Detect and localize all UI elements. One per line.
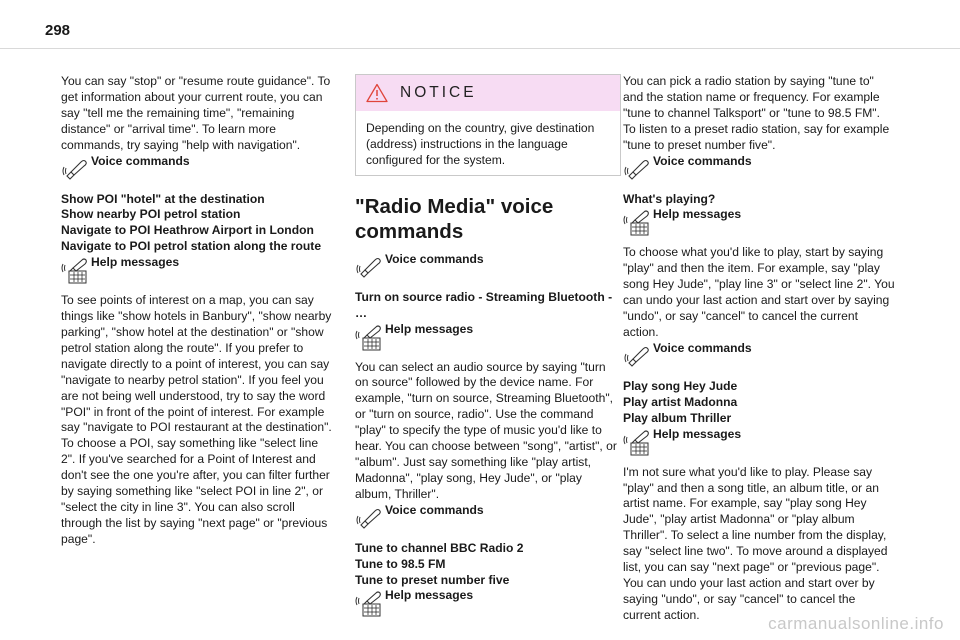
- page-number: 298: [45, 22, 71, 39]
- warning-triangle-icon: [366, 83, 388, 103]
- paragraph: You can say "stop" or "resume route guidance". To get information about your current route, you can say "tell me the remaining time", "remaining distance" or "arrival time". To learn more commands, try saying "help with navigation".: [61, 74, 331, 152]
- command-line: Play album Thriller: [623, 410, 732, 425]
- paragraph: You can pick a radio station by saying "tune to" and the station name or frequency. For example "tune to channel Talksport" or "tune to 98.5 FM". To listen to a preset radio station, say for example "tune to preset number five".: [623, 74, 890, 152]
- command-line: Play artist Madonna: [623, 394, 738, 409]
- notice-header: [356, 75, 620, 111]
- heading-label: Voice commands: [653, 340, 752, 355]
- notice-title: NOTICE: [400, 84, 477, 102]
- voice-command-icon: [623, 155, 651, 183]
- voice-commands-heading: [355, 252, 621, 281]
- voice-commands-heading: [355, 503, 621, 532]
- heading-label: Voice commands: [385, 502, 484, 517]
- paragraph: To choose what you'd like to play, start by saying "play" and then the item. For example, say "play song Hey Jude", "play line 3" or "select line 2". You can undo your last action and start over by saying "undo", or say "cancel" to cancel the current action.: [623, 245, 895, 339]
- voice-command-icon: [355, 504, 383, 532]
- voice-command-icon: [355, 253, 383, 281]
- voice-commands-heading: [623, 341, 895, 370]
- command-line: Navigate to POI Heathrow Airport in London: [61, 223, 314, 238]
- voice-commands-heading: [61, 154, 333, 183]
- paragraph: To choose a POI, say something like "select line 2". If you've searched for a Point of Interest and don't see the one you're after, you can filter further by saying something like "select POI in line 2", or "select the city in line 3". You can also scroll through the list by saying "next page" or "previous page".: [61, 436, 330, 546]
- paragraph: I'm not sure what you'd like to play. Please say "play" and then a song title, an album title, or an artist name. For example, say "play song Hey Jude", "play artist Madonna" or "play album Thriller". To select a line number from the display, say "select line two". To move around a displayed list, you can say "next page" or "previous page". You can undo your last action and start over by saying "undo", or say "cancel" to cancel the current action.: [623, 464, 888, 622]
- heading-label: Help messages: [653, 207, 742, 222]
- help-messages-icon: [355, 589, 383, 617]
- help-messages-icon: [623, 428, 651, 456]
- voice-commands-heading: [623, 154, 895, 183]
- help-messages-heading: [355, 588, 621, 617]
- heading-label: Help messages: [91, 255, 180, 270]
- heading-label: Help messages: [653, 426, 742, 441]
- voice-command-icon: [623, 342, 651, 370]
- heading-label: Voice commands: [91, 153, 190, 168]
- command-line: Navigate to POI petrol station along the route: [61, 239, 322, 254]
- notice-box: [355, 74, 621, 176]
- command-line: Show nearby POI petrol station: [61, 207, 241, 222]
- command-line: Tune to 98.5 FM: [355, 556, 446, 571]
- watermark: carmanualsonline.info: [768, 614, 944, 633]
- paragraph: To see points of interest on a map, you can say things like "show hotels in Banbury", "show nearby parking", "show hotel at the destination" or "show petrol station along the route". If you prefer to navigate directly to a point of interest, you can say "navigate to nearby petrol station". If you feel you are not being well understood, try to say the word "POI" in front of the point of interest. For example say "navigate to POI restaurant at the destination".: [61, 293, 332, 435]
- help-messages-heading: [623, 427, 895, 456]
- section-title: "Radio Media" voice commands: [355, 194, 554, 243]
- help-messages-icon: [61, 256, 89, 284]
- command-line: Tune to channel BBC Radio 2: [355, 540, 524, 555]
- paragraph: You can select an audio source by saying "turn on source" followed by the device name. For example, "turn on source, Streaming Bluetooth", or "turn on source, radio". Use the command "play" to specify the type of music you'd like to hear. You can choose between "song", "artist", or "album". Just say something like "play artist, Madonna", "play song, Hey Jude", or "play album, Thriller".: [355, 359, 617, 501]
- column-1: [61, 74, 333, 548]
- help-messages-icon: [623, 208, 651, 236]
- heading-label: Help messages: [385, 588, 474, 603]
- header-divider: [0, 48, 960, 49]
- help-messages-heading: [355, 322, 621, 351]
- help-messages-heading: [623, 207, 895, 236]
- command-line: Play song Hey Jude: [623, 378, 738, 393]
- column-2: [355, 74, 621, 617]
- help-messages-icon: [355, 323, 383, 351]
- command-line: Show POI "hotel" at the destination: [61, 191, 265, 206]
- heading-label: Voice commands: [653, 153, 752, 168]
- heading-label: Help messages: [385, 321, 474, 336]
- command-line: Turn on source radio - Streaming Bluetooth - …: [355, 289, 613, 320]
- heading-label: Voice commands: [385, 251, 484, 266]
- command-line: What's playing?: [623, 191, 716, 206]
- notice-text: Depending on the country, give destination (address) instructions in the language configured for the system.: [366, 121, 595, 167]
- column-3: [623, 74, 895, 624]
- help-messages-heading: [61, 255, 333, 284]
- command-line: Tune to preset number five: [355, 572, 510, 587]
- voice-command-icon: [61, 155, 89, 183]
